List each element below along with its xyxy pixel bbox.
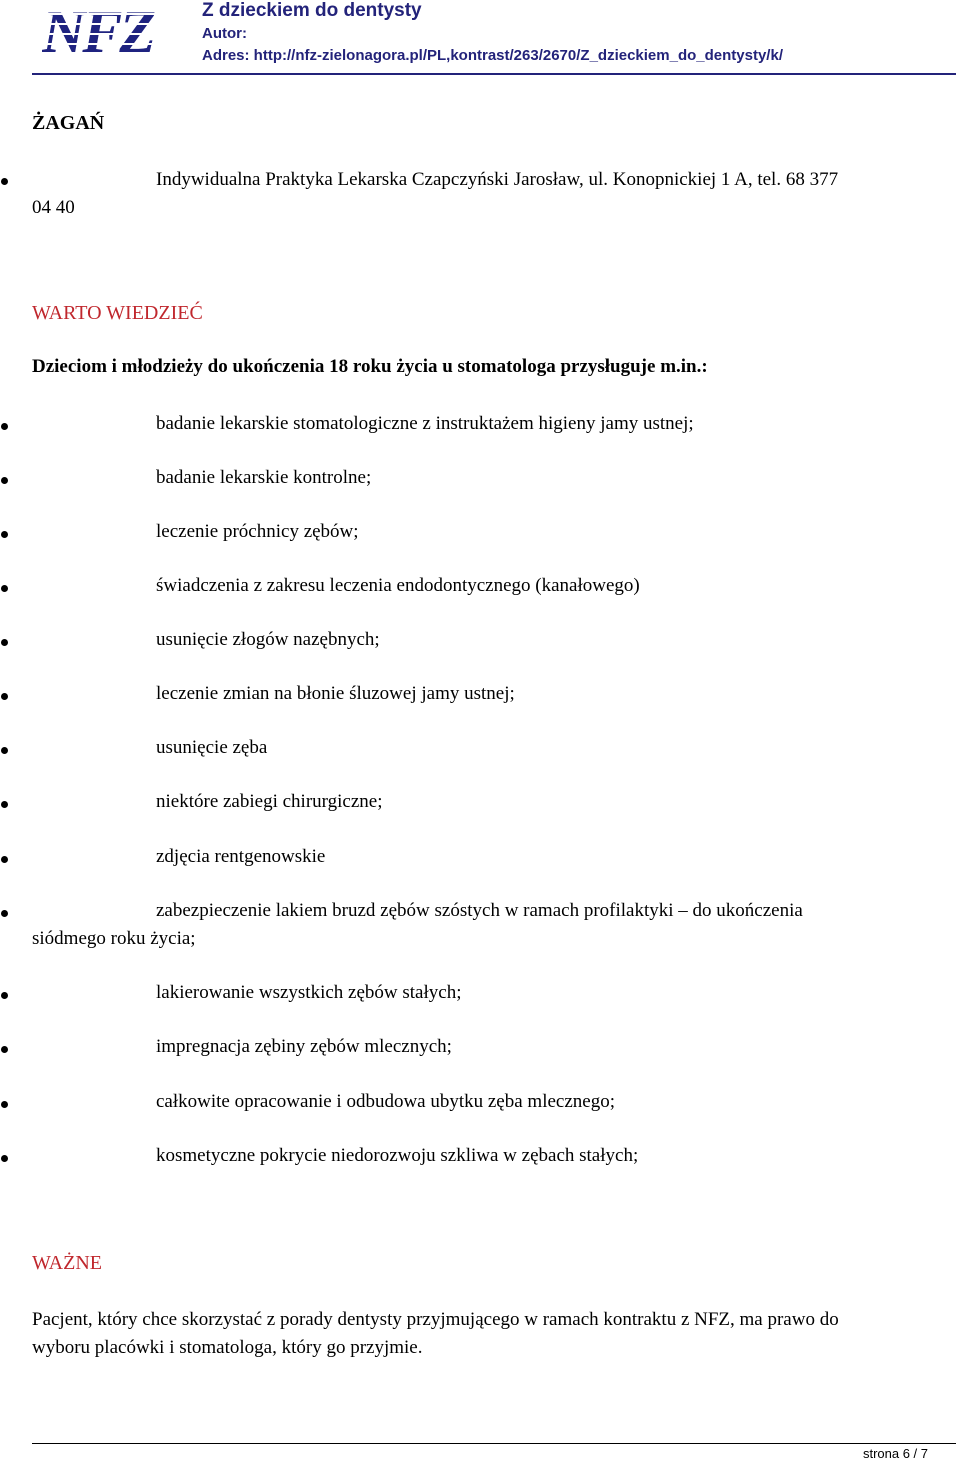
list-item: impregnacja zębiny zębów mlecznych; [156,1036,452,1057]
page-number: strona 6 / 7 [862,1446,928,1461]
bullet-icon [1,477,8,484]
worth-knowing-heading: WARTO WIEDZIEĆ [32,302,203,324]
list-item: zabezpieczenie lakiem bruzd zębów szóstych w ramach profilaktyki – do ukończenia [156,900,803,921]
important-line-1: Pacjent, który chce skorzystać z porady dentysty przyjmującego w ramach kontraktu z NFZ, ma prawo do [32,1309,839,1330]
list-item-continuation: siódmego roku życia; [32,928,196,949]
list-item: leczenie próchnicy zębów; [156,521,359,542]
list-item: usunięcie złogów nazębnych; [156,629,380,650]
footer-divider [32,1443,956,1444]
bullet-icon [1,1101,8,1108]
bullet-icon [1,639,8,646]
bullet-icon [1,531,8,538]
bullet-icon [1,910,8,917]
worth-knowing-intro: Dzieciom i młodzieży do ukończenia 18 roku życia u stomatologa przysługuje m.in.: [32,356,708,377]
bullet-icon [1,747,8,754]
list-item: badanie lekarskie kontrolne; [156,467,372,488]
list-item: usunięcie zęba [156,737,268,758]
document-title: Z dzieckiem do dentysty [202,0,422,21]
bullet-icon [1,178,8,185]
town-heading: ŻAGAŃ [32,112,105,134]
page-header [0,0,960,76]
nfz-logo [42,4,172,60]
bullet-icon [1,992,8,999]
bullet-icon [1,585,8,592]
address-line: Adres: http://nfz-zielonagora.pl/PL,kontrast/263/2670/Z_dzieckiem_do_dentysty/k/ [202,47,783,64]
bullet-icon [1,1155,8,1162]
list-item: lakierowanie wszystkich zębów stałych; [156,982,462,1003]
list-item: badanie lekarskie stomatologiczne z instruktażem higieny jamy ustnej; [156,413,694,434]
clinic-line-2: 04 40 [32,197,75,218]
bullet-icon [1,801,8,808]
list-item: zdjęcia rentgenowskie [156,846,326,867]
bullet-icon [1,1046,8,1053]
svg-text:NFZ: NFZ [42,4,153,60]
important-heading: WAŻNE [32,1252,102,1274]
list-item: całkowite opracowanie i odbudowa ubytku zęba mlecznego; [156,1091,615,1112]
header-divider [32,73,956,75]
list-item: niektóre zabiegi chirurgiczne; [156,791,383,812]
bullet-icon [1,856,8,863]
list-item: świadczenia z zakresu leczenia endodontycznego (kanałowego) [156,575,640,596]
list-item: kosmetyczne pokrycie niedorozwoju szkliwa w zębach stałych; [156,1145,639,1166]
important-line-2: wyboru placówki i stomatologa, który go przyjmie. [32,1337,423,1358]
author-label: Autor: [202,25,247,42]
clinic-line-1: Indywidualna Praktyka Lekarska Czapczyński Jarosław, ul. Konopnickiej 1 A, tel. 68 377 [156,169,839,190]
bullet-icon [1,693,8,700]
list-item: leczenie zmian na błonie śluzowej jamy ustnej; [156,683,515,704]
bullet-icon [1,423,8,430]
